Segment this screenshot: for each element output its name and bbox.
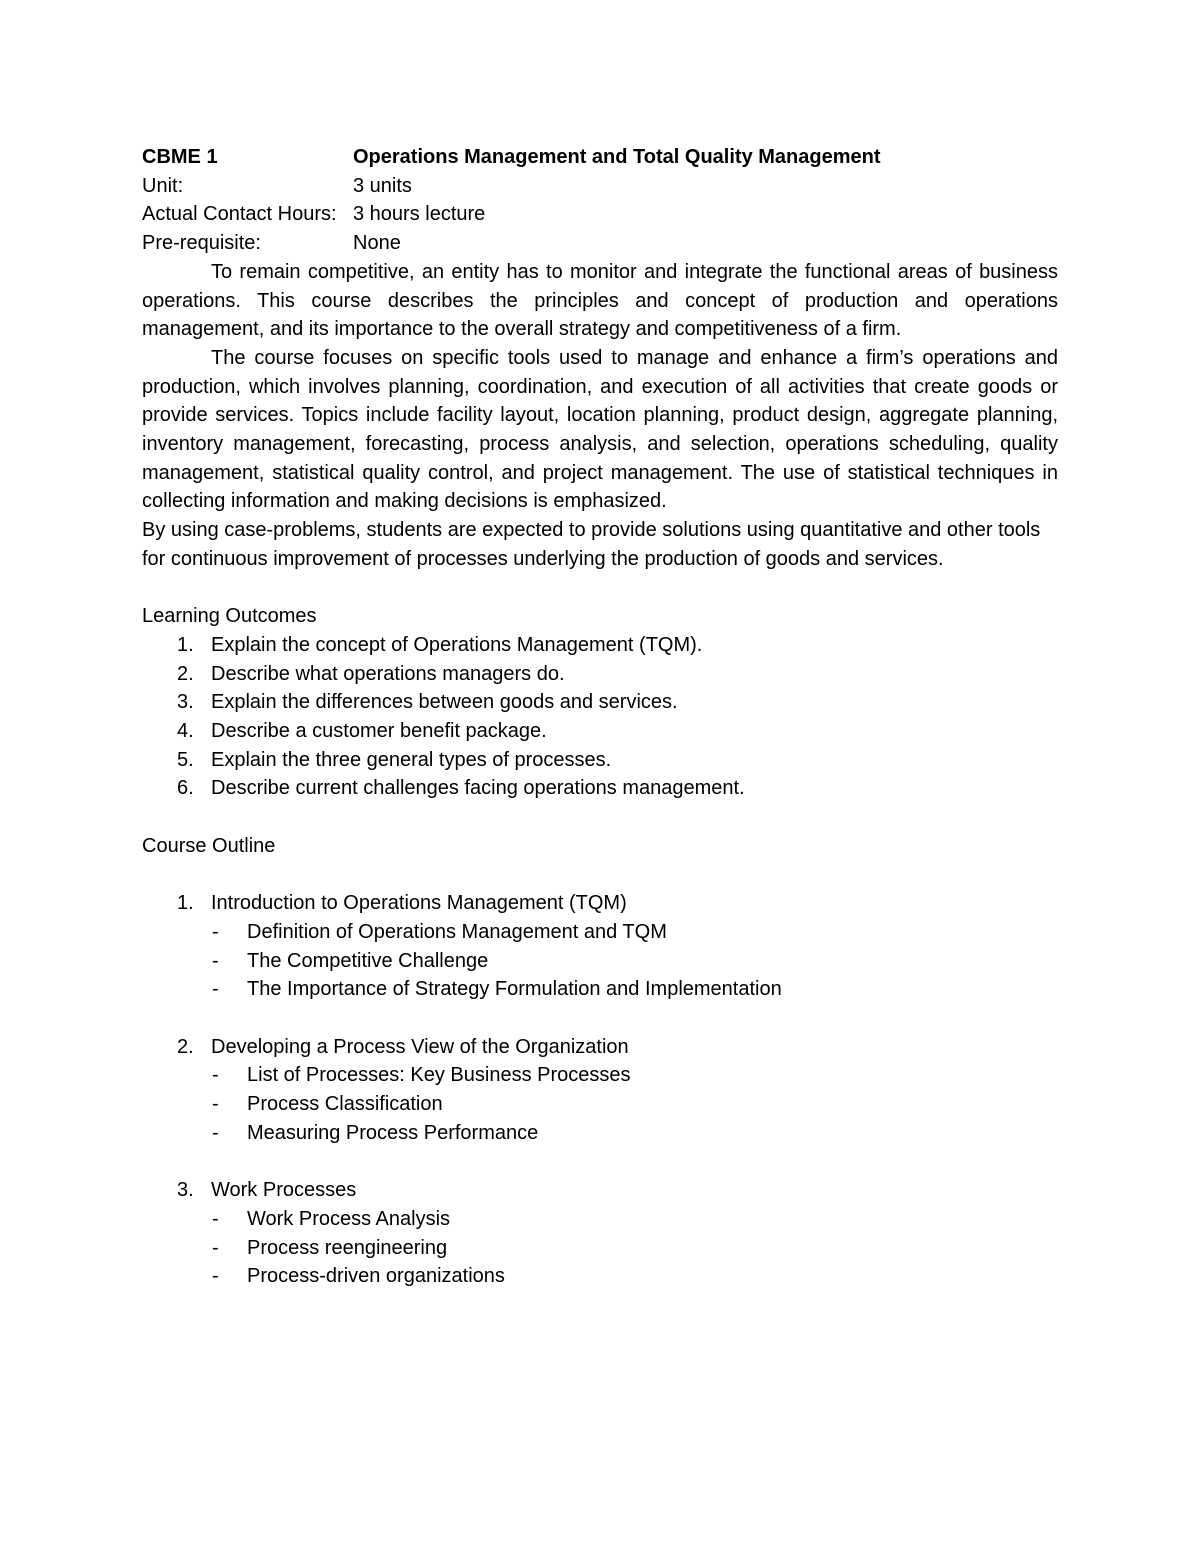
subtopic-item xyxy=(142,947,1058,976)
bullet-dash: - xyxy=(212,1121,219,1144)
subtopic-text: Process reengineering xyxy=(247,1236,448,1259)
subtopic-text: The Importance of Strategy Formulation and Implementation xyxy=(247,978,782,1001)
course-header-row xyxy=(142,143,1058,172)
list-item xyxy=(142,660,1058,689)
description-paragraph-3: By using case-problems, students are expected to provide solutions using quantitative and other tools for continuous improvement of processes underlying the production of goods and services. xyxy=(142,519,1041,570)
item-text: Describe current challenges facing operations management. xyxy=(211,777,745,800)
bullet-dash: - xyxy=(212,1064,219,1087)
list-item xyxy=(142,746,1058,775)
topic-title: Work Processes xyxy=(211,1179,357,1202)
bullet-dash: - xyxy=(212,949,219,972)
spacer xyxy=(142,574,1058,603)
document-body xyxy=(142,143,1058,1291)
spacer xyxy=(142,803,1058,832)
subtopic-text: Process Classification xyxy=(247,1093,443,1116)
subtopic-item xyxy=(142,975,1058,1004)
learning-outcomes-heading: Learning Outcomes xyxy=(142,605,317,628)
item-text: Explain the three general types of processes. xyxy=(211,748,612,771)
subtopic-list xyxy=(142,1061,1058,1147)
subtopic-list xyxy=(142,1205,1058,1291)
spacer xyxy=(142,1004,1058,1033)
outline-topic xyxy=(142,889,1058,1004)
item-number: 3. xyxy=(177,691,194,714)
course-outline-heading: Course Outline xyxy=(142,834,276,857)
topic-number: 2. xyxy=(177,1035,194,1058)
subtopic-text: The Competitive Challenge xyxy=(247,949,489,972)
learning-outcomes-list xyxy=(142,631,1058,803)
subtopic-list xyxy=(142,918,1058,1004)
subtopic-text: Measuring Process Performance xyxy=(247,1121,539,1144)
course-title: Operations Management and Total Quality Management xyxy=(353,146,881,168)
contact-hours-row xyxy=(142,200,1058,229)
subtopic-item xyxy=(142,1061,1058,1090)
subtopic-item xyxy=(142,1262,1058,1291)
topic-title: Developing a Process View of the Organization xyxy=(211,1035,629,1058)
subtopic-text: Definition of Operations Management and TQM xyxy=(247,920,667,943)
item-text: Explain the concept of Operations Management (TQM). xyxy=(211,633,703,656)
subtopic-item xyxy=(142,1090,1058,1119)
field-value: None xyxy=(353,232,401,255)
item-number: 5. xyxy=(177,748,194,771)
item-number: 4. xyxy=(177,720,194,743)
bullet-dash: - xyxy=(212,978,219,1001)
outline-topic xyxy=(142,1176,1058,1291)
course-code: CBME 1 xyxy=(142,146,218,168)
outline-topic xyxy=(142,1033,1058,1148)
field-label: Unit: xyxy=(142,174,184,197)
bullet-dash: - xyxy=(212,1265,219,1288)
subtopic-item xyxy=(142,1119,1058,1148)
subtopic-item xyxy=(142,918,1058,947)
topic-number: 3. xyxy=(177,1179,194,1202)
item-text: Describe a customer benefit package. xyxy=(211,720,547,743)
field-value: 3 hours lecture xyxy=(353,203,486,226)
topic-title: Introduction to Operations Management (TQM) xyxy=(211,892,627,915)
list-item xyxy=(142,717,1058,746)
subtopic-item xyxy=(142,1234,1058,1263)
unit-row xyxy=(142,172,1058,201)
list-item xyxy=(142,688,1058,717)
subtopic-text: Process-driven organizations xyxy=(247,1265,505,1288)
field-label: Pre-requisite: xyxy=(142,232,261,255)
bullet-dash: - xyxy=(212,1093,219,1116)
topic-number: 1. xyxy=(177,892,194,915)
spacer xyxy=(142,861,1058,890)
spacer xyxy=(142,1148,1058,1177)
description-paragraph-1: To remain competitive, an entity has to monitor and integrate the functional areas of business operations. This course describes the principles and concept of production and operations management, and its importance to the overall strategy and competitiveness of a firm. xyxy=(142,260,1058,341)
field-label: Actual Contact Hours: xyxy=(142,203,337,226)
subtopic-item xyxy=(142,1205,1058,1234)
item-number: 1. xyxy=(177,633,194,656)
subtopic-text: List of Processes: Key Business Processes xyxy=(247,1064,631,1087)
bullet-dash: - xyxy=(212,1236,219,1259)
field-value: 3 units xyxy=(353,174,412,197)
item-number: 6. xyxy=(177,777,194,800)
subtopic-text: Work Process Analysis xyxy=(247,1207,451,1230)
bullet-dash: - xyxy=(212,920,219,943)
description-paragraph-2: The course focuses on specific tools used to manage and enhance a firm’s operations and production, which involves planning, coordination, and execution of all activities that create goods or provide services. Topics include facility layout, location planning, product design, aggregate planning, inventory management, forecasting, process analysis, and selection, operations scheduling, quality management, statistical quality control, and project management. The use of statistical techniques in collecting information and making decisions is emphasized. xyxy=(142,346,1058,513)
bullet-dash: - xyxy=(212,1207,219,1230)
item-text: Explain the differences between goods and services. xyxy=(211,691,678,714)
prerequisite-row xyxy=(142,229,1058,258)
item-text: Describe what operations managers do. xyxy=(211,662,565,685)
course-outline-list xyxy=(142,889,1058,1291)
item-number: 2. xyxy=(177,662,194,685)
list-item xyxy=(142,774,1058,803)
list-item xyxy=(142,631,1058,660)
